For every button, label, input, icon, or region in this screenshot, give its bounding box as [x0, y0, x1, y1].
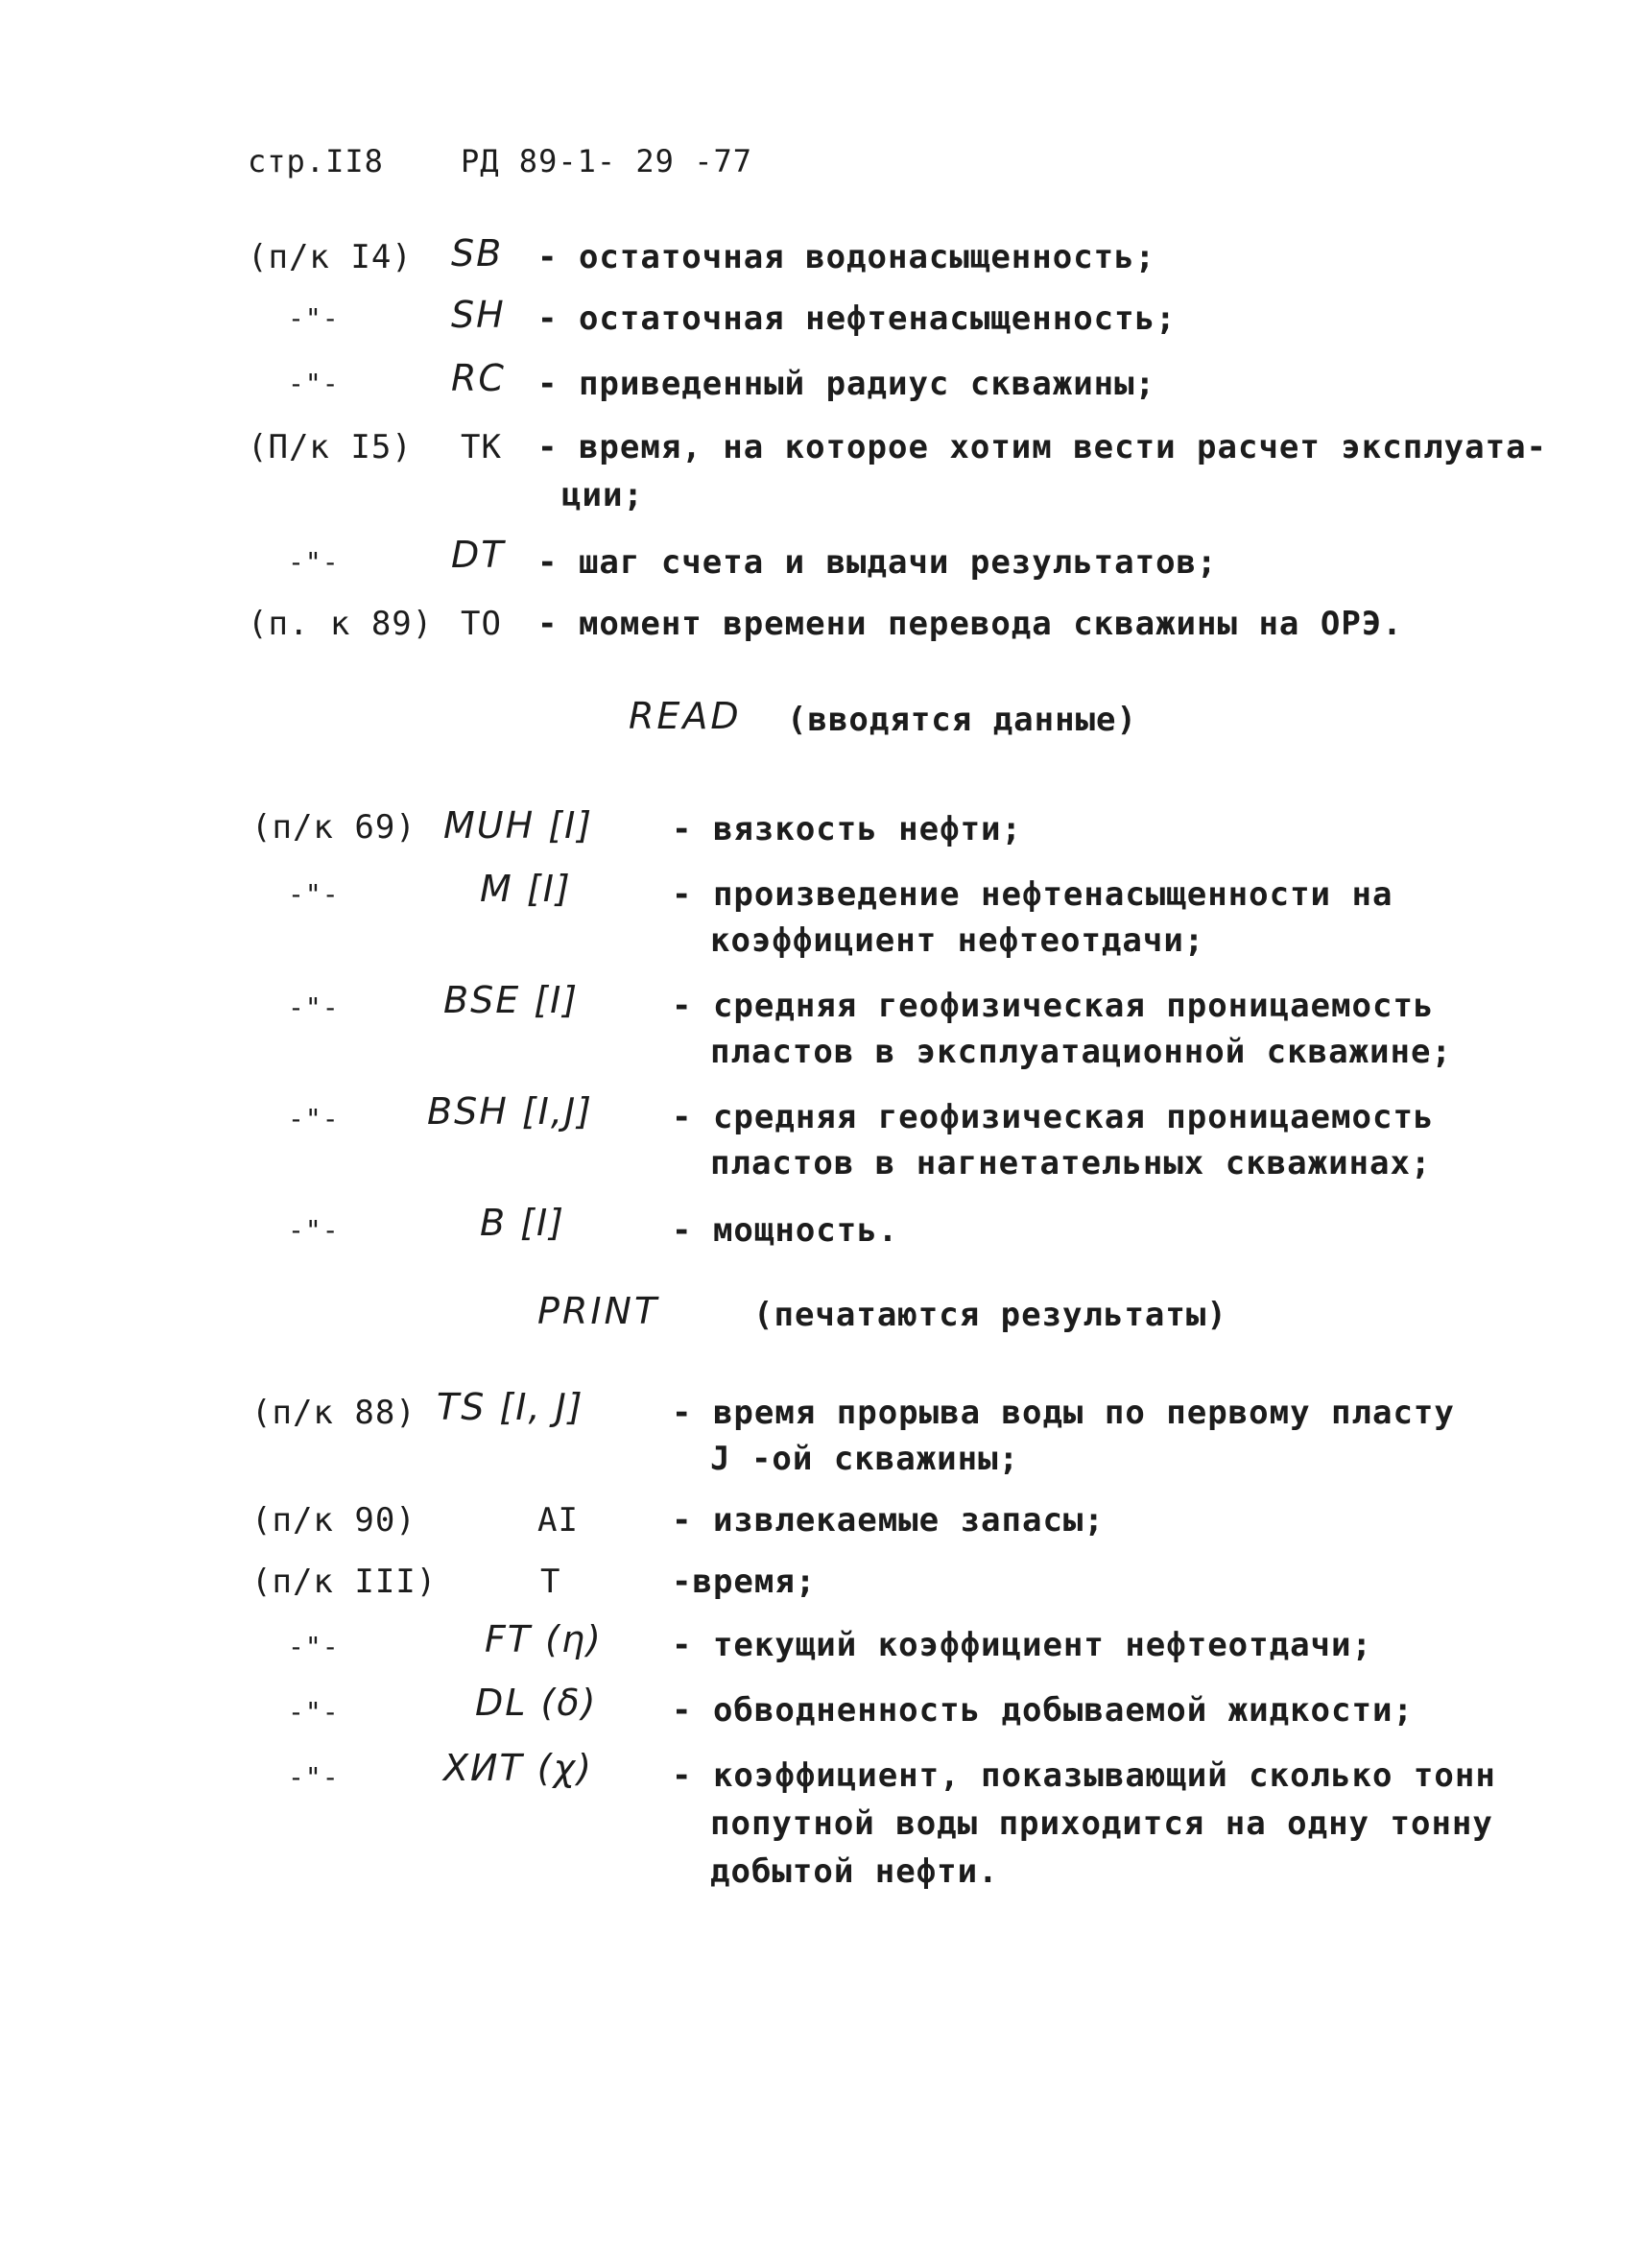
reference: (п. к 89) — [248, 605, 434, 643]
variable-symbol: DL (δ) — [475, 1682, 598, 1724]
definition-text: - остаточная водонасыщенность; — [537, 238, 1156, 276]
variable-symbol: SH — [451, 294, 506, 336]
variable-symbol: TS [I, J] — [437, 1386, 584, 1428]
definition-text: - мощность. — [672, 1211, 899, 1250]
document-code: РД 89-1- 29 -77 — [461, 143, 752, 179]
definition-text: - приведенный радиус скважины; — [537, 365, 1156, 403]
reference: (П/к I5) — [248, 428, 413, 466]
definition-text: - текущий коэффициент нефтеотдачи; — [672, 1626, 1372, 1664]
ditto-mark: -"- — [288, 302, 340, 334]
variable-symbol: ТК — [461, 428, 502, 466]
read-keyword: READ — [629, 695, 742, 737]
ditto-mark: -"- — [288, 1696, 340, 1728]
definition-text-continued: коэффициент нефтеотдачи; — [710, 921, 1205, 960]
definition-text: - время, на которое хотим вести расчет эксплуата- — [537, 428, 1548, 466]
variable-symbol: SB — [451, 232, 504, 275]
variable-symbol: AI — [537, 1501, 579, 1540]
reference: (п/к 88) — [251, 1394, 417, 1432]
ditto-mark: -"- — [288, 546, 340, 578]
reference: (п/к 90) — [251, 1501, 417, 1540]
variable-symbol: T — [540, 1563, 561, 1601]
definition-text-continued: пластов в эксплуатационной скважине; — [710, 1033, 1452, 1071]
definition-text: - извлекаемые запасы; — [672, 1501, 1105, 1540]
variable-symbol: RC — [451, 357, 506, 399]
variable-symbol: ХИТ (χ) — [443, 1747, 593, 1789]
ditto-mark: -"- — [288, 1631, 340, 1662]
page-number: стр.II8 — [248, 143, 384, 179]
read-note: (вводятся данные) — [787, 701, 1137, 739]
definition-text-continued: ции; — [561, 476, 644, 514]
ditto-mark: -"- — [288, 1103, 340, 1134]
variable-symbol: MUH [I] — [443, 804, 594, 847]
reference: (п/к I4) — [248, 238, 413, 276]
variable-symbol: В [I] — [480, 1202, 566, 1244]
definition-text: - остаточная нефтенасыщенность; — [537, 299, 1177, 338]
definition-text: - время прорыва воды по первому пласту — [672, 1394, 1455, 1432]
ditto-mark: -"- — [288, 1761, 340, 1793]
variable-symbol: FT (η) — [485, 1618, 603, 1660]
variable-symbol: M [I] — [480, 868, 572, 910]
definition-text: - средняя геофизическая проницаемость — [672, 1098, 1435, 1136]
definition-text-continued: попутной воды приходится на одну тонну — [710, 1804, 1493, 1843]
definition-text-continued: пластов в нагнетательных скважинах; — [710, 1144, 1432, 1182]
definition-text: - коэффициент, показывающий сколько тонн — [672, 1756, 1496, 1795]
definition-text: - обводненность добываемой жидкости; — [672, 1691, 1414, 1730]
definition-text: - средняя геофизическая проницаемость — [672, 987, 1435, 1025]
definition-text: -время; — [672, 1563, 817, 1601]
definition-text-continued: добытой нефти. — [710, 1852, 999, 1891]
ditto-mark: -"- — [288, 878, 340, 910]
variable-symbol: BSE [I] — [443, 979, 580, 1021]
definition-text: - произведение нефтенасыщенности на — [672, 875, 1393, 914]
ditto-mark: -"- — [288, 1214, 340, 1246]
print-keyword: PRINT — [537, 1290, 660, 1332]
ditto-mark: -"- — [288, 991, 340, 1023]
reference: (п/к 69) — [251, 808, 417, 847]
print-note: (печатаются результаты) — [753, 1296, 1227, 1334]
ditto-mark: -"- — [288, 368, 340, 399]
reference: (п/к III) — [251, 1563, 438, 1601]
definition-text-continued: J -ой скважины; — [710, 1440, 1020, 1478]
definition-text: - шаг счета и выдачи результатов; — [537, 543, 1218, 582]
variable-symbol: DT — [451, 534, 506, 576]
variable-symbol: BSH [I,J] — [427, 1090, 593, 1133]
definition-text: - момент времени перевода скважины на ОРЭ. — [537, 605, 1403, 643]
variable-symbol: ТО — [461, 605, 502, 643]
definition-text: - вязкость нефти; — [672, 810, 1022, 848]
